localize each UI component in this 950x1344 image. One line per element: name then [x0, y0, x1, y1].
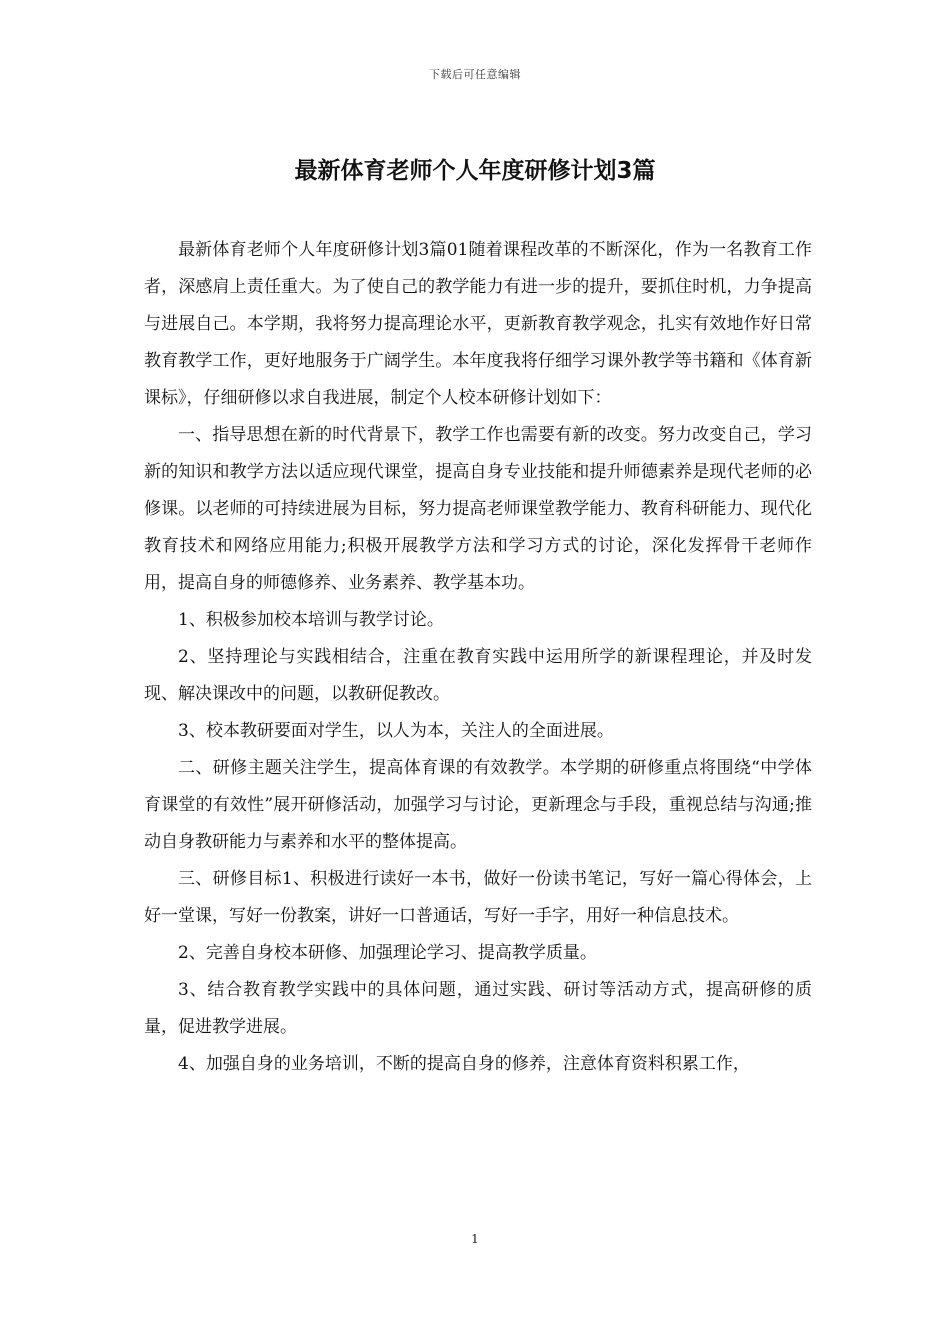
paragraph: 三、研修目标1、积极进行读好一本书，做好一份读书笔记，写好一篇心得体会，上好一堂课，写好一份教案，讲好一口普通话，写好一手字，用好一种信息技术。: [144, 869, 812, 926]
paragraph: 2、完善自身校本研修、加强理论学习、提高教学质量。: [178, 943, 597, 963]
document-body: [144, 232, 812, 1083]
paragraph: 3、结合教育教学实践中的具体问题，通过实践、研讨等活动方式，提高研修的质量，促进教学进展。: [144, 980, 812, 1037]
paragraph: 二、研修主题关注学生，提高体育课的有效教学。本学期的研修重点将围绕“中学体育课堂的有效性”展开研修活动，加强学习与讨论，更新理念与手段，重视总结与沟通;推动自身教研能力与素养和水平的整体提高。: [144, 758, 812, 852]
paragraph: 4、加强自身的业务培训，不断的提高自身的修养，注意体育资料积累工作，: [178, 1054, 750, 1074]
paragraph: 一、指导思想在新的时代背景下，教学工作也需要有新的改变。努力改变自己，学习新的知识和教学方法以适应现代课堂，提高自身专业技能和提升师德素养是现代老师的必修课。以老师的可持续进展为目标，努力提高老师课堂教学能力、教育科研能力、现代化教育技术和网络应用能力;积极开展教学方法和学习方式的讨论，深化发挥骨干老师作用，提高自身的师德修养、业务素养、教学基本功。: [144, 425, 812, 593]
paragraph: 1、积极参加校本培训与教学讨论。: [178, 610, 444, 630]
document-title: 最新体育老师个人年度研修计划3篇: [294, 158, 656, 184]
paragraph: 3、校本教研要面对学生，以人为本，关注人的全面进展。: [178, 721, 614, 741]
header-note: 下载后可任意编辑: [429, 68, 521, 81]
page-number: 1: [471, 1232, 479, 1246]
paragraph: 最新体育老师个人年度研修计划3篇01随着课程改革的不断深化，作为一名教育工作者，深感肩上责任重大。为了使自己的教学能力有进一步的提升，要抓住时机，力争提高与进展自己。本学期，我将努力提高理论水平，更新教育教学观念，扎实有效地作好日常教育教学工作，更好地服务于广阔学生。本年度我将仔细学习课外教学等书籍和《体育新课标》，仔细研修以求自我进展，制定个人校本研修计划如下：: [144, 240, 812, 408]
paragraph: 2、坚持理论与实践相结合，注重在教育实践中运用所学的新课程理论，并及时发现、解决课改中的问题，以教研促教改。: [144, 647, 812, 704]
